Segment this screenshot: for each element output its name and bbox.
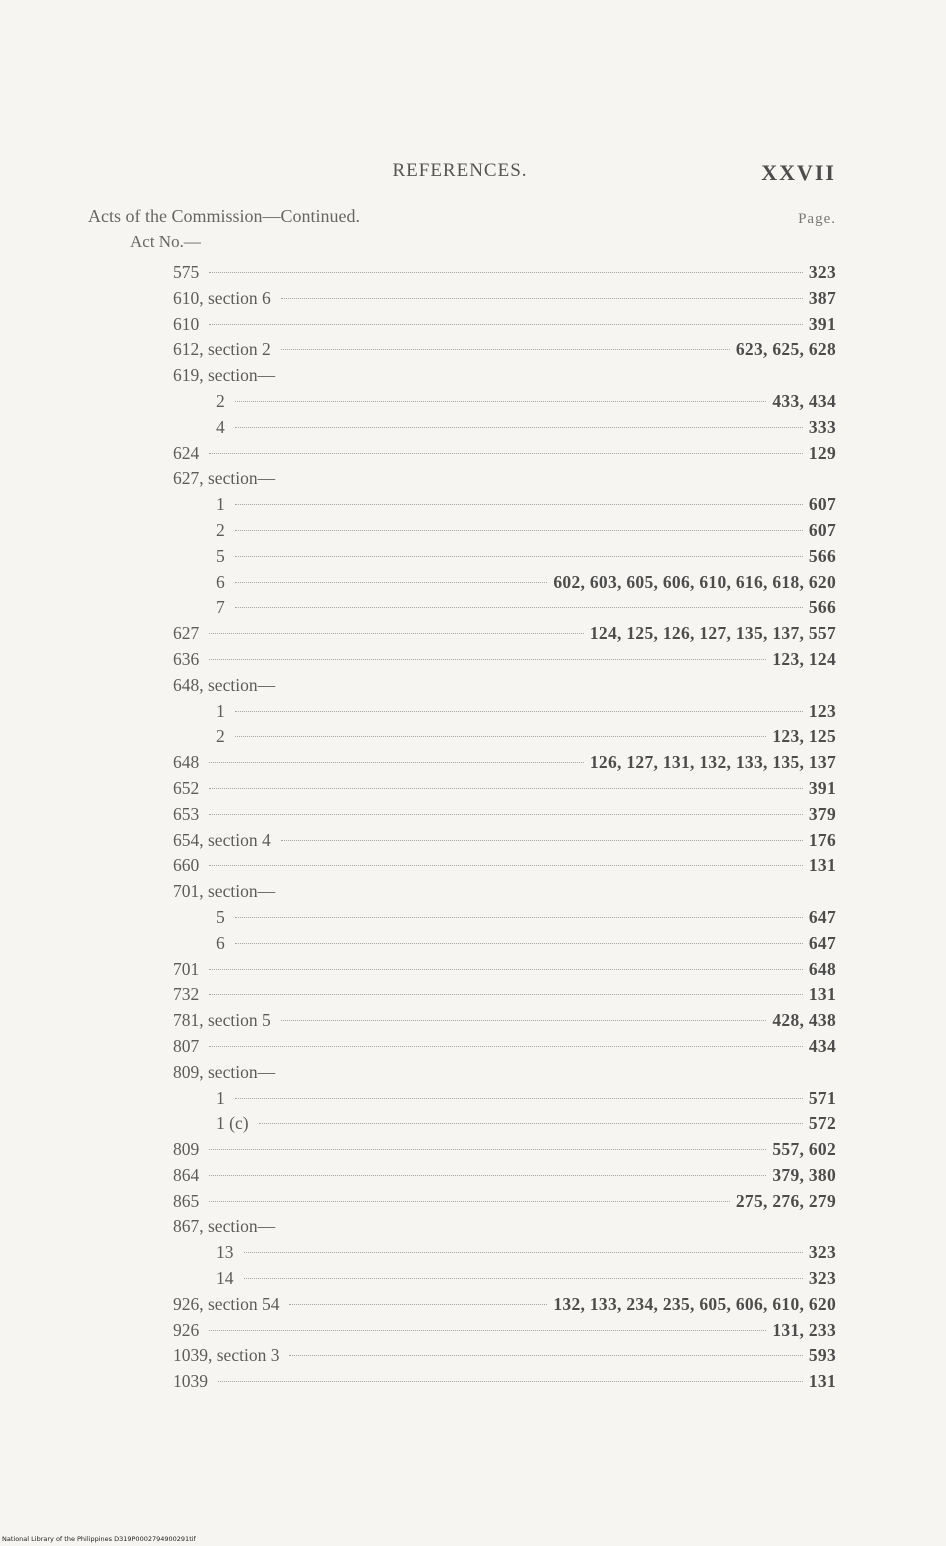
entry-label: 926 bbox=[173, 1319, 200, 1340]
running-title: REFERENCES. bbox=[392, 160, 528, 181]
entry-label: 5 bbox=[216, 545, 225, 566]
entry-label: 627 bbox=[173, 623, 200, 644]
reference-entry bbox=[0, 520, 836, 546]
dot-leader bbox=[235, 530, 803, 531]
dot-leader bbox=[209, 1201, 730, 1202]
entry-pages: 602, 603, 605, 606, 610, 616, 618, 620 bbox=[553, 571, 836, 592]
reference-entry bbox=[0, 1088, 836, 1114]
entry-label: 610 bbox=[173, 313, 200, 334]
reference-entry bbox=[0, 1010, 836, 1036]
entry-pages: 433, 434 bbox=[772, 390, 836, 411]
dot-leader bbox=[235, 582, 548, 583]
dot-leader bbox=[209, 969, 803, 970]
entry-pages: 647 bbox=[808, 932, 836, 953]
reference-entry bbox=[0, 675, 836, 701]
entry-pages: 566 bbox=[808, 597, 836, 618]
entry-label: 575 bbox=[173, 262, 200, 282]
reference-entry bbox=[0, 1216, 836, 1242]
reference-list bbox=[0, 262, 946, 1397]
dot-leader bbox=[281, 1020, 767, 1021]
dot-leader bbox=[209, 272, 803, 273]
page-number: XXVII bbox=[761, 160, 836, 185]
reference-entry bbox=[0, 984, 836, 1010]
entry-label: 653 bbox=[173, 803, 200, 824]
entry-label: 1 bbox=[216, 1087, 225, 1108]
entry-pages: 391 bbox=[808, 777, 836, 798]
reference-entry bbox=[0, 572, 836, 598]
reference-entry bbox=[0, 1139, 836, 1165]
dot-leader bbox=[235, 556, 803, 557]
dot-leader bbox=[209, 324, 803, 325]
dot-leader bbox=[209, 814, 803, 815]
entry-pages: 129 bbox=[808, 442, 836, 463]
act-number-heading: Act No.— bbox=[130, 232, 201, 251]
entry-label: 6 bbox=[216, 571, 225, 592]
entry-label: 612, section 2 bbox=[173, 339, 271, 360]
entry-label: 807 bbox=[173, 1035, 200, 1056]
dot-leader bbox=[259, 1123, 803, 1124]
reference-entry bbox=[0, 933, 836, 959]
entry-label: 1 bbox=[216, 700, 225, 721]
entry-label: 2 bbox=[216, 726, 225, 747]
entry-pages: 323 bbox=[808, 262, 836, 282]
dot-leader bbox=[235, 504, 803, 505]
entry-pages: 566 bbox=[808, 545, 836, 566]
dot-leader bbox=[235, 401, 767, 402]
reference-entry bbox=[0, 1320, 836, 1346]
reference-entry bbox=[0, 623, 836, 649]
reference-entry bbox=[0, 288, 836, 314]
entry-label: 701, section— bbox=[173, 881, 276, 902]
entry-pages: 131 bbox=[808, 1371, 836, 1392]
entry-label: 4 bbox=[216, 416, 225, 437]
entry-label: 619, section— bbox=[173, 365, 276, 386]
reference-entry bbox=[0, 468, 836, 494]
entry-pages: 572 bbox=[808, 1113, 836, 1134]
reference-entry bbox=[0, 339, 836, 365]
reference-entry bbox=[0, 597, 836, 623]
entry-pages: 131, 233 bbox=[772, 1319, 836, 1340]
entry-label: 781, section 5 bbox=[173, 1010, 271, 1031]
entry-pages: 323 bbox=[808, 1242, 836, 1263]
entry-label: 610, section 6 bbox=[173, 287, 271, 308]
dot-leader bbox=[209, 1175, 766, 1176]
reference-entry bbox=[0, 1062, 836, 1088]
entry-label: 636 bbox=[173, 648, 200, 669]
dot-leader bbox=[209, 762, 584, 763]
dot-leader bbox=[235, 1098, 803, 1099]
entry-pages: 123, 125 bbox=[772, 726, 836, 747]
dot-leader bbox=[235, 711, 803, 712]
page-column-label: Page. bbox=[798, 211, 836, 227]
entry-label: 701 bbox=[173, 958, 200, 979]
reference-entry bbox=[0, 365, 836, 391]
entry-label: 627, section— bbox=[173, 468, 276, 489]
entry-pages: 648 bbox=[808, 958, 836, 979]
entry-pages: 333 bbox=[808, 416, 836, 437]
entry-pages: 623, 625, 628 bbox=[735, 339, 836, 360]
dot-leader bbox=[281, 840, 803, 841]
entry-pages: 647 bbox=[808, 906, 836, 927]
dot-leader bbox=[218, 1381, 803, 1382]
reference-entry bbox=[0, 881, 836, 907]
entry-label: 1039, section 3 bbox=[173, 1345, 280, 1366]
entry-pages: 323 bbox=[808, 1268, 836, 1289]
dot-leader bbox=[244, 1252, 803, 1253]
entry-label: 660 bbox=[173, 855, 200, 876]
reference-entry bbox=[0, 1371, 836, 1397]
entry-pages: 124, 125, 126, 127, 135, 137, 557 bbox=[589, 623, 836, 644]
reference-entry bbox=[0, 417, 836, 443]
entry-pages: 387 bbox=[808, 287, 836, 308]
entry-label: 1 (c) bbox=[216, 1113, 249, 1134]
entry-pages: 379 bbox=[808, 803, 836, 824]
entry-label: 648 bbox=[173, 752, 200, 773]
reference-entry bbox=[0, 391, 836, 417]
entry-pages: 593 bbox=[808, 1345, 836, 1366]
entry-pages: 123, 124 bbox=[772, 648, 836, 669]
reference-entry bbox=[0, 907, 836, 933]
entry-label: 13 bbox=[216, 1242, 234, 1263]
dot-leader bbox=[235, 736, 767, 737]
entry-pages: 434 bbox=[808, 1035, 836, 1056]
reference-entry bbox=[0, 830, 836, 856]
dot-leader bbox=[281, 349, 730, 350]
reference-entry bbox=[0, 314, 836, 340]
entry-label: 865 bbox=[173, 1190, 200, 1211]
entry-label: 2 bbox=[216, 390, 225, 411]
dot-leader bbox=[235, 917, 803, 918]
entry-pages: 571 bbox=[808, 1087, 836, 1108]
entry-label: 1 bbox=[216, 494, 225, 515]
entry-pages: 126, 127, 131, 132, 133, 135, 137 bbox=[589, 752, 836, 773]
entry-pages: 131 bbox=[808, 855, 836, 876]
dot-leader bbox=[235, 607, 803, 608]
entry-label: 732 bbox=[173, 984, 200, 1005]
entry-label: 5 bbox=[216, 906, 225, 927]
entry-label: 2 bbox=[216, 519, 225, 540]
entry-pages: 607 bbox=[808, 519, 836, 540]
entry-pages: 275, 276, 279 bbox=[735, 1190, 836, 1211]
dot-leader bbox=[209, 788, 803, 789]
entry-pages: 428, 438 bbox=[772, 1010, 836, 1031]
entry-label: 7 bbox=[216, 597, 225, 618]
reference-entry bbox=[0, 804, 836, 830]
reference-entry bbox=[0, 1113, 836, 1139]
dot-leader bbox=[289, 1304, 547, 1305]
dot-leader bbox=[289, 1355, 802, 1356]
reference-entry bbox=[0, 1165, 836, 1191]
entry-label: 6 bbox=[216, 932, 225, 953]
scan-footer: National Library of the Philippines D319P0002794900291tif bbox=[2, 1535, 196, 1543]
entry-label: 1039 bbox=[173, 1371, 208, 1392]
dot-leader bbox=[209, 633, 584, 634]
entry-pages: 131 bbox=[808, 984, 836, 1005]
section-heading: Acts of the Commission—Continued. bbox=[88, 206, 360, 226]
reference-entry bbox=[0, 1268, 836, 1294]
reference-entry bbox=[0, 1242, 836, 1268]
reference-entry bbox=[0, 752, 836, 778]
dot-leader bbox=[209, 994, 803, 995]
entry-pages: 557, 602 bbox=[772, 1139, 836, 1160]
entry-label: 648, section— bbox=[173, 674, 276, 695]
entry-label: 654, section 4 bbox=[173, 829, 271, 850]
entry-pages: 132, 133, 234, 235, 605, 606, 610, 620 bbox=[553, 1293, 836, 1314]
reference-entry bbox=[0, 1036, 836, 1062]
dot-leader bbox=[244, 1278, 803, 1279]
reference-entry bbox=[0, 649, 836, 675]
entry-label: 14 bbox=[216, 1268, 234, 1289]
dot-leader bbox=[209, 1046, 803, 1047]
dot-leader bbox=[281, 298, 803, 299]
reference-entry bbox=[0, 778, 836, 804]
reference-entry bbox=[0, 701, 836, 727]
reference-entry bbox=[0, 1191, 836, 1217]
reference-entry bbox=[0, 262, 836, 288]
dot-leader bbox=[209, 659, 766, 660]
entry-label: 652 bbox=[173, 777, 200, 798]
reference-entry bbox=[0, 546, 836, 572]
dot-leader bbox=[209, 453, 803, 454]
reference-entry bbox=[0, 494, 836, 520]
entry-label: 867, section— bbox=[173, 1216, 276, 1237]
entry-label: 926, section 54 bbox=[173, 1293, 280, 1314]
entry-label: 809, section— bbox=[173, 1061, 276, 1082]
reference-entry bbox=[0, 1345, 836, 1371]
entry-pages: 176 bbox=[808, 829, 836, 850]
dot-leader bbox=[209, 865, 803, 866]
dot-leader bbox=[235, 427, 803, 428]
dot-leader bbox=[235, 943, 803, 944]
entry-pages: 607 bbox=[808, 494, 836, 515]
entry-pages: 123 bbox=[808, 700, 836, 721]
reference-entry bbox=[0, 443, 836, 469]
entry-pages: 379, 380 bbox=[772, 1164, 836, 1185]
entry-label: 809 bbox=[173, 1139, 200, 1160]
reference-entry bbox=[0, 1294, 836, 1320]
dot-leader bbox=[209, 1330, 766, 1331]
dot-leader bbox=[209, 1149, 766, 1150]
reference-entry bbox=[0, 726, 836, 752]
entry-label: 624 bbox=[173, 442, 200, 463]
entry-pages: 391 bbox=[808, 313, 836, 334]
reference-entry bbox=[0, 855, 836, 881]
entry-label: 864 bbox=[173, 1164, 200, 1185]
reference-entry bbox=[0, 959, 836, 985]
